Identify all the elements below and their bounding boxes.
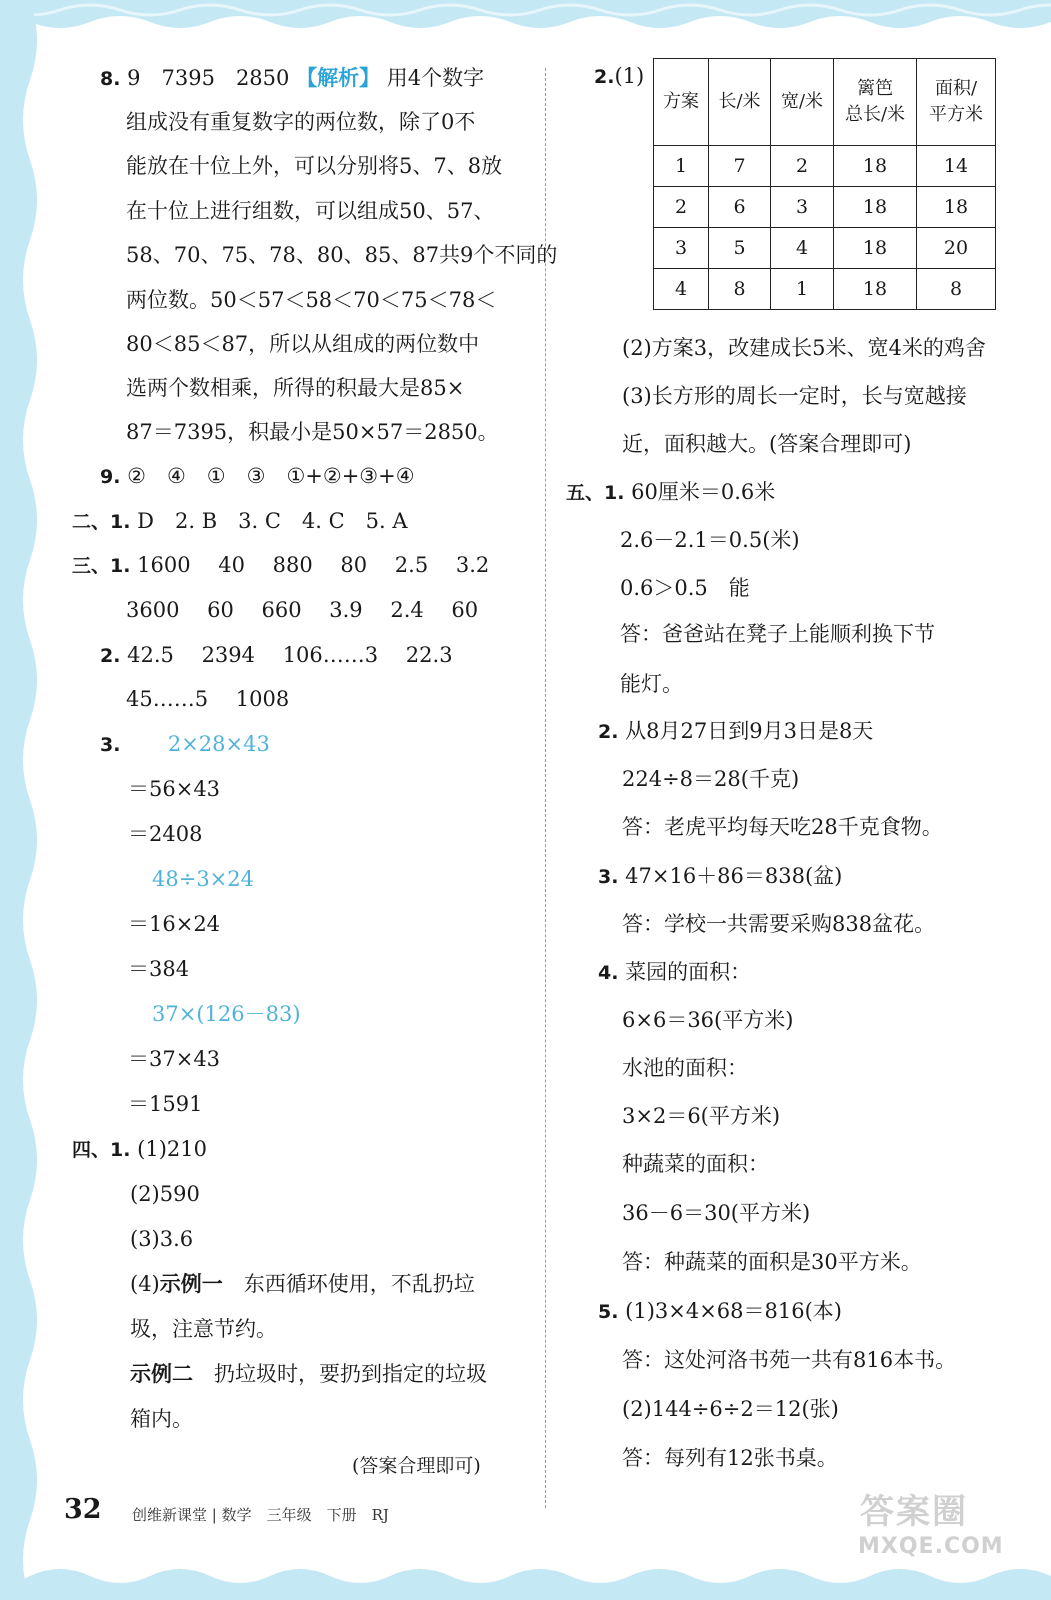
calc-step: ＝384 xyxy=(128,957,190,981)
section3-line1 xyxy=(72,551,489,580)
section5-q3-line: 答：学校一共需要采购838盆花。 xyxy=(622,912,936,936)
section5-q5-line: 答：每列有12张书桌。 xyxy=(622,1446,838,1470)
q9-line xyxy=(100,462,415,491)
example1-text: 东西循环使用，不乱扔垃 xyxy=(243,1272,475,1296)
q8-line: 组成没有重复数字的两位数，除了0不 xyxy=(126,110,476,134)
section5-q4-line: 3×2＝6(平方米) xyxy=(622,1104,781,1128)
right-q2-a3-cont: 近，面积越大。(答案合理即可) xyxy=(622,432,912,456)
analysis-tag: 【解析】 xyxy=(296,65,381,90)
section3-q2-number: 2. xyxy=(100,645,121,667)
table-cell: 18 xyxy=(834,187,917,228)
table-cell: 18 xyxy=(917,187,996,228)
section3-q3-number: 3. xyxy=(100,734,121,756)
right-q2-a2: (2)方案3，改建成长5米、宽4米的鸡舍 xyxy=(622,336,986,360)
q8-line: 能放在十位上外，可以分别将5、7、8放 xyxy=(126,154,503,178)
calc-step: ＝56×43 xyxy=(128,777,221,801)
section5-q4-line: 6×6＝36(平方米) xyxy=(622,1008,794,1032)
section5-q1-line: 0.6＞0.5 能 xyxy=(620,576,750,600)
section4-a4-prefix: (4) xyxy=(130,1272,160,1296)
table-row xyxy=(654,228,996,269)
example1-cont: 圾，注意节约。 xyxy=(130,1317,277,1341)
table-cell: 2 xyxy=(654,187,709,228)
section3-q3-line xyxy=(100,730,270,759)
calc-step: ＝16×24 xyxy=(128,912,221,936)
section3-row1: 1600 40 880 80 2.5 3.2 xyxy=(137,553,490,577)
section5-q4-line: 菜园的面积： xyxy=(625,960,752,984)
watermark-logo: 答案圈 xyxy=(860,1492,968,1532)
table-cell: 8 xyxy=(709,269,771,310)
section4-line1 xyxy=(72,1135,207,1164)
right-q2-sub: (1) xyxy=(614,64,645,88)
q8-number: 8. xyxy=(100,68,121,90)
example2-label: 示例二 xyxy=(130,1361,193,1386)
section5-q3-line1 xyxy=(598,862,842,891)
section3-row2: 3600 60 660 3.9 2.4 60 xyxy=(126,598,479,622)
q8-line: 80＜85＜87，所以从组成的两位数中 xyxy=(126,332,480,356)
section5-q3-number: 3. xyxy=(598,866,619,888)
table-row xyxy=(654,146,996,187)
expression-2: 48÷3×24 xyxy=(152,867,254,891)
table-header-cell: 方案 xyxy=(654,59,709,146)
section5-q2-number: 2. xyxy=(598,721,619,743)
table-cell: 3 xyxy=(771,187,834,228)
section5-q3-line: 47×16＋86＝838(盆) xyxy=(625,864,843,888)
table-header-cell: 篱笆 总长/米 xyxy=(834,59,917,146)
book-info: 创维新课堂 | 数学 三年级 下册 RJ xyxy=(132,1506,389,1524)
section5-q5-line: (1)3×4×68＝816(本) xyxy=(625,1299,842,1323)
section5-q2-line: 224÷8＝28(千克) xyxy=(622,767,800,791)
calc-step: ＝1591 xyxy=(128,1092,203,1116)
table-cell: 8 xyxy=(917,269,996,310)
q9-answer: ② ④ ① ③ ①+②+③+④ xyxy=(127,464,415,488)
section5-q4-line: 36－6＝30(平方米) xyxy=(622,1201,811,1225)
section5-q2-line1 xyxy=(598,717,873,746)
section3-q2-line1 xyxy=(100,641,453,670)
section5-q2-line: 答：老虎平均每天吃28千克食物。 xyxy=(622,815,943,839)
section3-q2-row1: 42.5 2394 106……3 22.3 xyxy=(127,643,453,667)
section5-q1-line: 答：爸爸站在凳子上能顺利换下节 xyxy=(620,622,935,646)
q8-line: 两位数。50＜57＜58＜70＜75＜78＜ xyxy=(126,288,497,312)
q8-line1-rest: 用4个数字 xyxy=(386,66,485,90)
table-row xyxy=(654,187,996,228)
table-row xyxy=(654,269,996,310)
section4-a3: (3)3.6 xyxy=(130,1227,194,1251)
section2-answers: D 2. B 3. C 4. C 5. A xyxy=(137,509,408,533)
section4-a1: (1)210 xyxy=(137,1137,207,1161)
right-q2-label xyxy=(594,62,644,91)
table-cell: 3 xyxy=(654,228,709,269)
section5-q4-line: 答：种蔬菜的面积是30平方米。 xyxy=(622,1250,922,1274)
q8-values: 9 7395 2850 xyxy=(127,66,290,90)
section5-q5-line1 xyxy=(598,1297,842,1326)
answer-note: (答案合理即可) xyxy=(352,1455,481,1477)
q8-line: 在十位上进行组数，可以组成50、57、 xyxy=(126,199,495,223)
fence-plan-table xyxy=(653,58,996,310)
column-divider xyxy=(545,68,546,1508)
table-cell: 2 xyxy=(771,146,834,187)
top-wave-border xyxy=(0,0,1051,40)
table-cell: 20 xyxy=(917,228,996,269)
table-cell: 1 xyxy=(654,146,709,187)
left-wave-border xyxy=(0,0,48,1600)
section5-q4-number: 4. xyxy=(598,962,619,984)
table-cell: 18 xyxy=(834,228,917,269)
right-q2-number: 2. xyxy=(594,66,615,88)
table-cell: 18 xyxy=(834,146,917,187)
section5-number: 五、1. xyxy=(566,482,625,504)
section4-a4 xyxy=(130,1270,475,1298)
table-cell: 6 xyxy=(709,187,771,228)
section4-a2: (2)590 xyxy=(130,1182,200,1206)
table-cell: 4 xyxy=(654,269,709,310)
table-header-cell: 宽/米 xyxy=(771,59,834,146)
section3-q2-row2: 45……5 1008 xyxy=(126,687,290,711)
section4-number: 四、1. xyxy=(72,1139,131,1161)
section5-q1-line: 60厘米＝0.6米 xyxy=(631,480,776,504)
table-cell: 14 xyxy=(917,146,996,187)
section3-number: 三、1. xyxy=(72,555,131,577)
section5-line1 xyxy=(566,478,775,507)
watermark-url: MXQE.COM xyxy=(858,1534,1004,1559)
example2-line xyxy=(130,1360,487,1388)
table-cell: 5 xyxy=(709,228,771,269)
section5-q2-line: 从8月27日到9月3日是8天 xyxy=(625,719,874,743)
section5-q5-line: (2)144÷6÷2＝12(张) xyxy=(622,1397,839,1421)
section5-q4-line: 种蔬菜的面积： xyxy=(622,1152,769,1176)
example2-text: 扔垃圾时，要扔到指定的垃圾 xyxy=(214,1362,487,1386)
q9-number: 9. xyxy=(100,466,121,488)
table-header-cell: 面积/ 平方米 xyxy=(917,59,996,146)
table-cell: 4 xyxy=(771,228,834,269)
section5-q4-line: 水池的面积： xyxy=(622,1056,748,1080)
table-cell: 7 xyxy=(709,146,771,187)
section5-q5-number: 5. xyxy=(598,1301,619,1323)
q8-line: 87＝7395，积最小是50×57＝2850。 xyxy=(126,420,499,444)
expression-1: 2×28×43 xyxy=(167,732,270,756)
page-number: 32 xyxy=(64,1494,102,1525)
section5-q1-line: 2.6－2.1＝0.5(米) xyxy=(620,528,800,552)
calc-step: ＝2408 xyxy=(128,822,203,846)
table-header-cell: 长/米 xyxy=(709,59,771,146)
example2-cont: 箱内。 xyxy=(130,1407,193,1431)
calc-step: ＝37×43 xyxy=(128,1047,221,1071)
table-cell: 1 xyxy=(771,269,834,310)
section5-q5-line: 答：这处河洛书苑一共有816本书。 xyxy=(622,1348,957,1372)
section2-line xyxy=(72,507,408,536)
section5-q1-line: 能灯。 xyxy=(620,672,683,696)
q8-line: 选两个数相乘，所得的积最大是85× xyxy=(126,376,465,400)
example1-label: 示例一 xyxy=(159,1271,223,1296)
expression-3: 37×(126－83) xyxy=(152,1002,301,1026)
section5-q4-line1 xyxy=(598,958,751,987)
q8-line: 58、70、75、78、80、85、87共9个不同的 xyxy=(126,243,558,267)
bottom-wave-border xyxy=(0,1558,1051,1600)
section2-number: 二、1. xyxy=(72,511,131,533)
table-header-row xyxy=(654,59,996,146)
table-cell: 18 xyxy=(834,269,917,310)
right-q2-a3: (3)长方形的周长一定时，长与宽越接 xyxy=(622,384,967,408)
q8-first-line xyxy=(100,64,484,93)
